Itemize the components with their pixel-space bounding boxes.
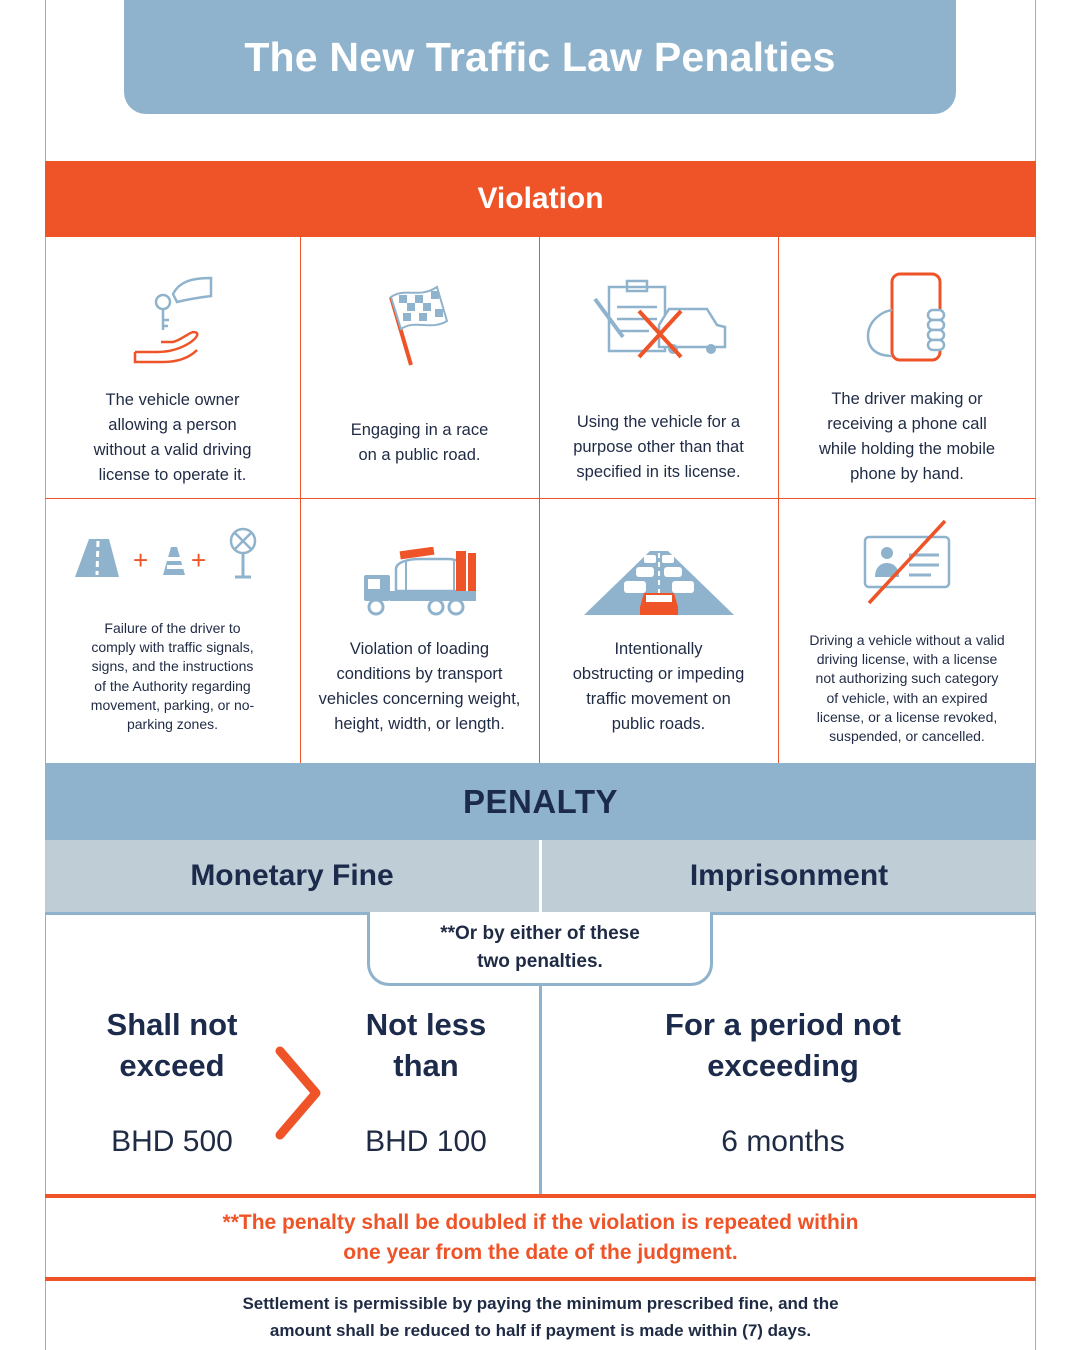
phone-in-hand-icon (862, 237, 952, 365)
violation-item (778, 237, 1036, 498)
loaded-truck-icon (360, 499, 480, 617)
page-title: The New Traffic Law Penalties (244, 33, 836, 80)
road-cone-sign-icon (73, 499, 273, 587)
header-divider (539, 840, 542, 915)
repeat-violation-note: **The penalty shall be doubled if the violation is repeated within one year from the date of the judgment. (45, 1194, 1036, 1281)
violation-text: Failure of the driver to comply with traffic signals, signs, and the instructions of the Authority regarding movement, parking, or no- parking zones. (90, 620, 255, 733)
violation-text: Using the vehicle for a purpose other than that specified in its license. (573, 413, 744, 481)
violation-text: The vehicle owner allowing a person without a valid driving license to operate it. (93, 391, 252, 484)
violation-item (45, 499, 300, 763)
violation-item (300, 499, 539, 763)
svg-text:+: + (132, 545, 148, 575)
violation-grid (45, 237, 1036, 763)
violation-text: Driving a vehicle without a valid driving license, with a license not authorizing such category of vehicle, with an expired license, or a license revoked, suspended, or cancelled. (809, 632, 1005, 745)
hand-key-icon (133, 237, 213, 367)
violation-text: Violation of loading conditions by transport vehicles concerning weight, height, width, or length. (318, 640, 521, 733)
violation-item (539, 237, 778, 498)
imprisonment-header (542, 840, 1036, 915)
invalid-license-icon (859, 499, 955, 605)
race-flag-icon (385, 237, 455, 367)
min-fine-amount: BHD 100 (365, 1125, 487, 1158)
violation-item (778, 499, 1036, 763)
violation-text: Intentionally obstructing or impeding traffic movement on public roads. (572, 640, 745, 733)
monetary-fine-heading: Monetary Fine (190, 859, 394, 892)
violation-item (539, 499, 778, 763)
violation-text: The driver making or receiving a phone call while holding the mobile phone by hand. (818, 390, 996, 483)
max-fine-label: Shall not exceed (106, 1007, 238, 1083)
title-banner (124, 0, 956, 114)
violation-item (300, 237, 539, 498)
violation-heading: Violation (477, 182, 604, 215)
imprisonment-duration: 6 months (721, 1125, 845, 1158)
violation-header (45, 161, 1036, 237)
traffic-obstruction-icon (584, 499, 734, 617)
min-fine-label: Not less than (365, 1007, 487, 1083)
imprisonment-label: For a period not exceeding (665, 1007, 901, 1083)
penalty-header (45, 763, 1036, 840)
settlement-note: Settlement is permissible by paying the minimum prescribed fine, and the amount shall be reduced to half if payment is made within (7) days. (242, 1294, 839, 1340)
penalty-heading: PENALTY (462, 782, 619, 820)
violation-item (45, 237, 300, 498)
imprisonment-heading: Imprisonment (689, 859, 889, 892)
max-fine-amount: BHD 500 (111, 1125, 233, 1158)
either-penalty-note: **Or by either of these two penalties. (367, 912, 713, 986)
penalty-divider (539, 985, 542, 1195)
monetary-fine-header (45, 840, 539, 915)
vehicle-purpose-icon (589, 237, 729, 362)
svg-text:+: + (190, 545, 206, 575)
violation-text: Engaging in a race on a public road. (350, 421, 489, 464)
